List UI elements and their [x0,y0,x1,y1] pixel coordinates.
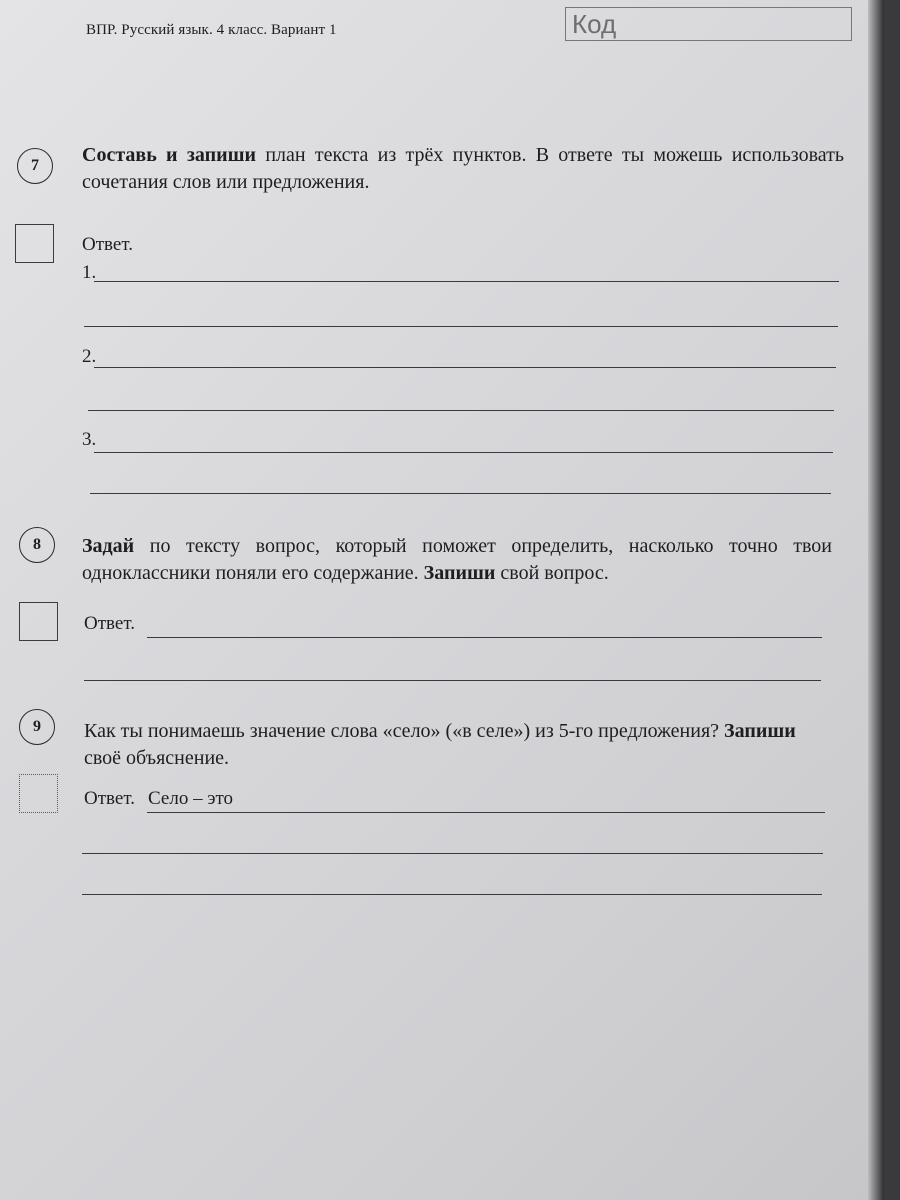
task-8-instruction: по тексту вопрос, который поможет определить, насколько точно твои одноклассники поняли его содержание. [82,535,832,584]
task-7-answer-label: Ответ. [82,234,133,255]
page-edge-shadow [868,0,884,1200]
task-9-instruction-end: своё объяснение. [84,747,230,769]
task-7-item-1-label: 1. [82,262,97,283]
task-9-score-box[interactable] [19,774,58,813]
task-7-bold-verb: Составь и запиши [82,144,257,166]
task-7-number: 7 [17,148,53,184]
task-9-answer-line[interactable] [147,812,825,813]
task-7-item-2-line-2[interactable] [88,410,834,411]
task-7-item-2-line[interactable] [94,367,836,368]
task-7-item-1-line[interactable] [94,281,839,282]
task-9-answer-line-2[interactable] [82,853,823,854]
task-8-answer-label: Ответ. [84,613,135,634]
task-7-score-box[interactable] [15,224,54,263]
task-7-item-3-line[interactable] [94,452,833,453]
code-field[interactable] [565,7,852,41]
task-8-score-box[interactable] [19,602,58,641]
task-8-bold-verb-2: Запиши [423,562,496,584]
task-7-instruction: план текста из трёх пунктов. В ответе ты можешь использовать сочетания слов или предложения. [82,144,844,193]
task-7-item-1-line-2[interactable] [84,326,838,327]
task-8-answer-line[interactable] [147,637,822,638]
task-8-answer-line-2[interactable] [84,680,821,681]
header-title: ВПР. Русский язык. 4 класс. Вариант 1 [86,22,337,38]
task-9-answer-line-3[interactable] [82,894,822,895]
task-8-bold-verb: Задай [82,535,135,557]
task-9-instruction: Как ты понимаешь значение слова «село» («в селе») из 5-го предложения? [84,720,720,742]
task-7-item-3-line-2[interactable] [90,493,831,494]
task-7-item-2-label: 2. [82,346,97,367]
task-8-instruction-end: свой вопрос. [500,562,609,584]
task-9-answer-prefill: Село – это [148,788,234,809]
task-8-number: 8 [19,527,55,563]
task-9-text [84,718,832,772]
task-9-answer-label: Ответ. [84,788,135,809]
code-label: Код [572,9,617,39]
task-7-text [82,142,844,196]
task-9-number: 9 [19,709,55,745]
task-8-text [82,533,832,587]
task-9-bold-verb: Запиши [724,720,796,742]
task-7-item-3-label: 3. [82,429,97,450]
